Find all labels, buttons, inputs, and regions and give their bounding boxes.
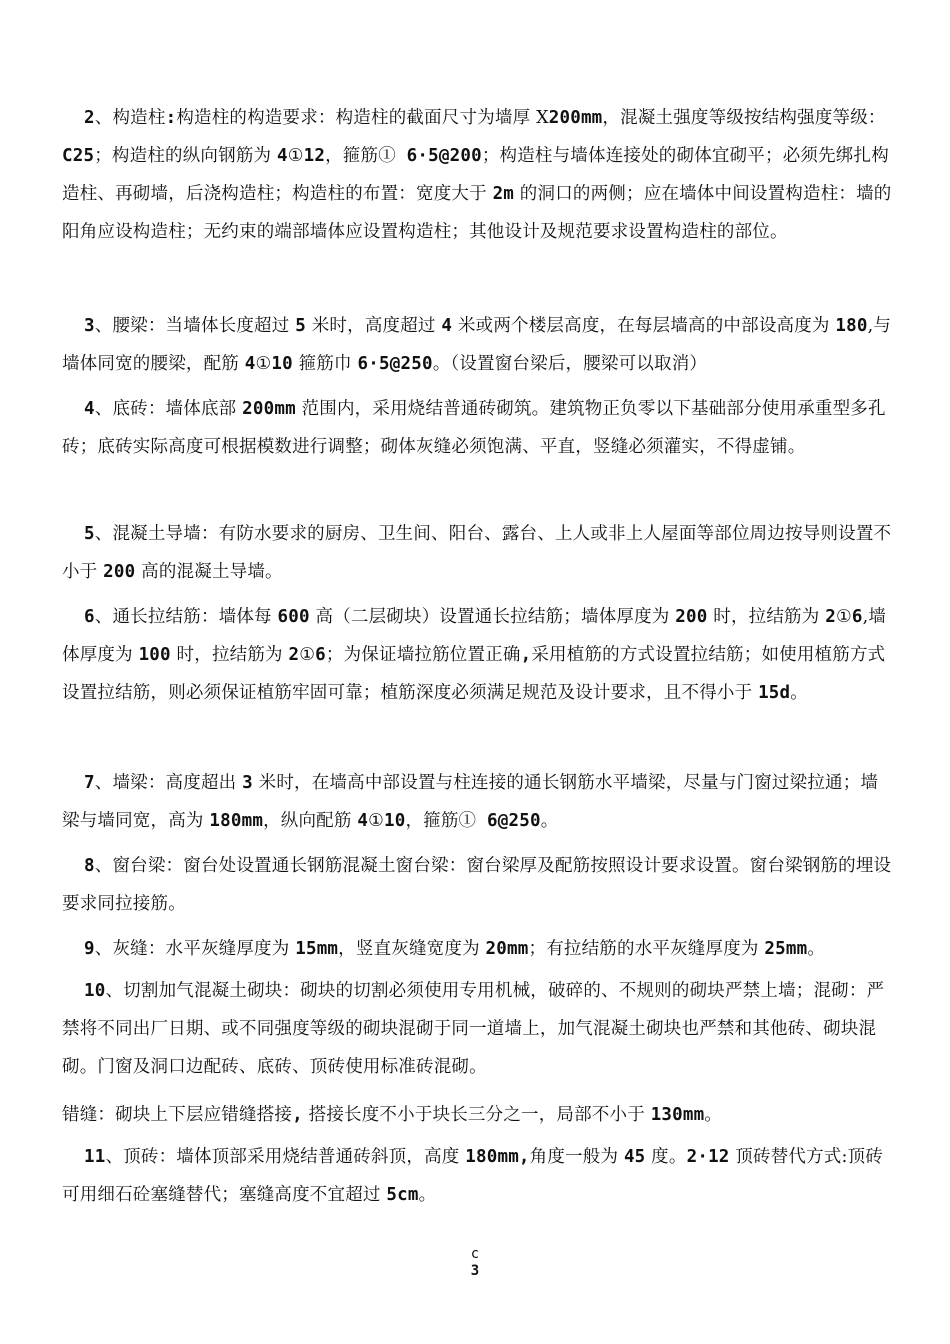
- bold-text-run: ,: [292, 1105, 303, 1125]
- paragraph-staggered-joints: [62, 1096, 892, 1134]
- text-run: 、混凝土导墙：有防水要求的厨房、卫生间、阳台、露台、上人或非上人屋面等部位周边按导则设置不小于: [62, 524, 892, 582]
- text-run: 、切割加气混凝土砌块：砌块的切割必须使用专用机械，破碎的、不规则的砌块严禁上墙；混砌：严禁将不同出厂日期、或不同强度等级的砌块混砌于同一道墙上，加气混凝土砌块也严禁和其他砖、砌块混砌。门窗及洞口边配砖、底砖、顶砖使用标准砖混砌。: [62, 981, 885, 1077]
- bold-text-run: 6: [851, 607, 863, 627]
- text-run: 米时，在墙高中部设置与柱连接的通长钢筋水平墙梁，尽量与门窗过梁拉通；墙梁与墙同宽，高为: [62, 773, 879, 831]
- bold-text-run: 6@250: [476, 811, 541, 831]
- bold-text-run: 10: [271, 354, 293, 374]
- text-run: 。: [704, 1105, 723, 1125]
- page-number-top: c: [470, 1246, 480, 1262]
- bold-text-run: 5: [295, 316, 306, 336]
- text-run: ①: [299, 645, 316, 665]
- text-run: 。: [790, 683, 808, 703]
- bold-text-run: 8: [84, 856, 95, 876]
- bold-text-run: 45: [623, 1147, 646, 1167]
- text-run: 米时，高度超过: [305, 316, 442, 336]
- paragraph-10-cutting-blocks: [62, 972, 892, 1086]
- text-run: 、通长拉结筋：墙体每: [94, 607, 278, 627]
- text-run: 时，拉结筋为: [170, 645, 289, 665]
- bold-text-run: 5: [84, 524, 95, 544]
- bold-text-run: 2m: [492, 184, 515, 204]
- text-run: 采用植筋的方式设置拉结筋；如使用植筋方式设置拉结筋，则必须保证植筋牢固可靠；植筋深度必须满足规范及设计要求，且不得小于: [62, 645, 886, 703]
- bold-text-run: 12: [303, 146, 326, 166]
- paragraph-5-concrete-guide-wall: [62, 515, 892, 591]
- text-run: 、灰缝：水平灰缝厚度为: [94, 939, 296, 959]
- bold-text-run: 100: [138, 645, 171, 665]
- paragraph-4-bottom-brick: [62, 390, 892, 466]
- bold-text-run: 2·12: [686, 1147, 730, 1167]
- paragraph-2-construction-column: [62, 99, 892, 251]
- bold-text-run: 25mm: [764, 939, 808, 959]
- text-run: 顶砖替代方式:顶砖可用细石砼塞缝替代；塞缝高度不宜超过: [62, 1147, 884, 1205]
- text-run: 、窗台梁：窗台处设置通长钢筋混凝土窗台梁：窗台梁厚及配筋按照设计要求设置。窗台梁钢筋的埋设要求同拉接筋。: [62, 856, 892, 914]
- paragraph-11-top-brick: [62, 1138, 892, 1214]
- bold-text-run: 180mm: [209, 811, 264, 831]
- text-run: ①: [287, 146, 304, 166]
- text-run: 错缝：砌块上下层应错缝搭接: [62, 1105, 293, 1125]
- bold-text-run: 10: [84, 981, 106, 1001]
- bold-text-run: C25: [62, 146, 95, 166]
- text-run: 范围内，采用烧结普通砖砌筑。建筑物正负零以下基础部分使用承重型多孔砖；底砖实际高度可根据模数进行调整；砌体灰缝必须饱满、平直，竖缝必须灌实，不得虚铺。: [62, 399, 886, 457]
- bold-text-run: 9: [84, 939, 95, 959]
- bold-text-run: 4: [441, 316, 453, 336]
- bold-text-run: 6: [315, 645, 326, 665]
- text-run: 度。: [645, 1147, 687, 1167]
- text-run: ；构造柱的纵向钢筋为: [94, 146, 277, 166]
- text-run: 角度一般为: [529, 1147, 624, 1167]
- bold-text-run: 4: [84, 399, 95, 419]
- bold-text-run: 10: [383, 811, 406, 831]
- bold-text-run: 200mm: [548, 108, 603, 128]
- bold-text-run: 3: [242, 773, 253, 793]
- paragraph-3-waist-beam: [62, 307, 892, 383]
- text-run: ①: [835, 607, 852, 627]
- paragraph-9-mortar-joint: [62, 930, 892, 968]
- paragraph-7-wall-beam: [62, 764, 892, 840]
- bold-text-run: ,: [520, 645, 532, 665]
- bold-text-run: 2: [84, 108, 95, 128]
- text-run: 。（设置窗台梁后，腰梁可以取消）: [432, 354, 708, 374]
- text-run: ，箍筋①: [405, 811, 477, 831]
- bold-text-run: 6·5@200: [395, 146, 482, 166]
- bold-text-run: 3: [84, 316, 95, 336]
- text-run: ①: [255, 354, 272, 374]
- bold-text-run: 200: [103, 562, 136, 582]
- page-number: 3: [470, 1263, 480, 1279]
- bold-text-run: :: [165, 108, 177, 128]
- text-run: ；有拉结筋的水平灰缝厚度为: [528, 939, 765, 959]
- text-run: 、构造柱: [94, 108, 166, 128]
- text-run: 、墙梁：高度超出: [94, 773, 243, 793]
- text-run: 、底砖：墙体底部: [94, 399, 243, 419]
- bold-text-run: 180: [835, 316, 868, 336]
- paragraph-8-window-sill-beam: [62, 847, 892, 923]
- text-run: 米或两个楼层高度，在每层墙高的中部设高度为: [452, 316, 836, 336]
- text-run: 。: [418, 1185, 437, 1205]
- text-run: 高的混凝土导墙。: [135, 562, 283, 582]
- bold-text-run: 20mm: [485, 939, 529, 959]
- bold-text-run: 6·5@250: [357, 354, 433, 374]
- bold-text-run: 600: [277, 607, 310, 627]
- text-run: 搭接长度不小于块长三分之一，局部不小于: [302, 1105, 651, 1125]
- bold-text-run: 15mm: [295, 939, 339, 959]
- bold-text-run: 200: [675, 607, 708, 627]
- text-run: ，混凝土强度等级按结构强度等级：: [602, 108, 886, 128]
- bold-text-run: 4: [357, 811, 369, 831]
- bold-text-run: 5cm: [386, 1185, 419, 1205]
- bold-text-run: 180mm,: [465, 1147, 530, 1167]
- bold-text-run: 130mm: [650, 1105, 705, 1125]
- text-run: ,墙体厚度为: [62, 607, 887, 665]
- text-run: 的洞口的两侧；应在墙体中间设置构造柱：墙的阳角应设构造柱；无约束的端部墙体应设置构造柱；其他设计及规范要求设置构造柱的部位。: [62, 184, 892, 242]
- bold-text-run: 200mm: [242, 399, 296, 419]
- bold-text-run: 2: [825, 607, 836, 627]
- text-run: 构造柱的构造要求：构造柱的截面尺寸为墙厚 X: [176, 108, 549, 128]
- bold-text-run: 2: [288, 645, 300, 665]
- bold-text-run: 4: [276, 146, 288, 166]
- paragraph-6-tie-bars: [62, 598, 892, 712]
- bold-text-run: 7: [84, 773, 95, 793]
- text-run: ①: [368, 811, 384, 831]
- text-run: ，箍筋①: [325, 146, 396, 166]
- text-run: 。: [540, 811, 559, 831]
- text-run: ；为保证墙拉筋位置正确: [325, 645, 521, 665]
- bold-text-run: 6: [84, 607, 95, 627]
- text-run: ,与墙体同宽的腰梁，配筋: [62, 316, 892, 374]
- text-run: 时，拉结筋为: [707, 607, 826, 627]
- text-run: 高（二层砌块）设置通长拉结筋；墙体厚度为: [309, 607, 676, 627]
- bold-text-run: 15d: [758, 683, 791, 703]
- text-run: 箍筋巾: [292, 354, 358, 374]
- text-run: 。: [807, 939, 826, 959]
- text-run: 、顶砖：墙体顶部采用烧结普通砖斜顶，高度: [105, 1147, 466, 1167]
- text-run: 、腰梁：当墙体长度超过: [94, 316, 296, 336]
- text-run: ；构造柱与墙体连接处的砌体宜砌平；必须先绑扎构造柱、再砌墙，后浇构造柱；构造柱的布置：宽度大于: [62, 146, 889, 204]
- bold-text-run: 11: [84, 1147, 106, 1167]
- text-run: ，纵向配筋: [263, 811, 358, 831]
- text-run: ，竖直灰缝宽度为: [338, 939, 486, 959]
- bold-text-run: 4: [244, 354, 256, 374]
